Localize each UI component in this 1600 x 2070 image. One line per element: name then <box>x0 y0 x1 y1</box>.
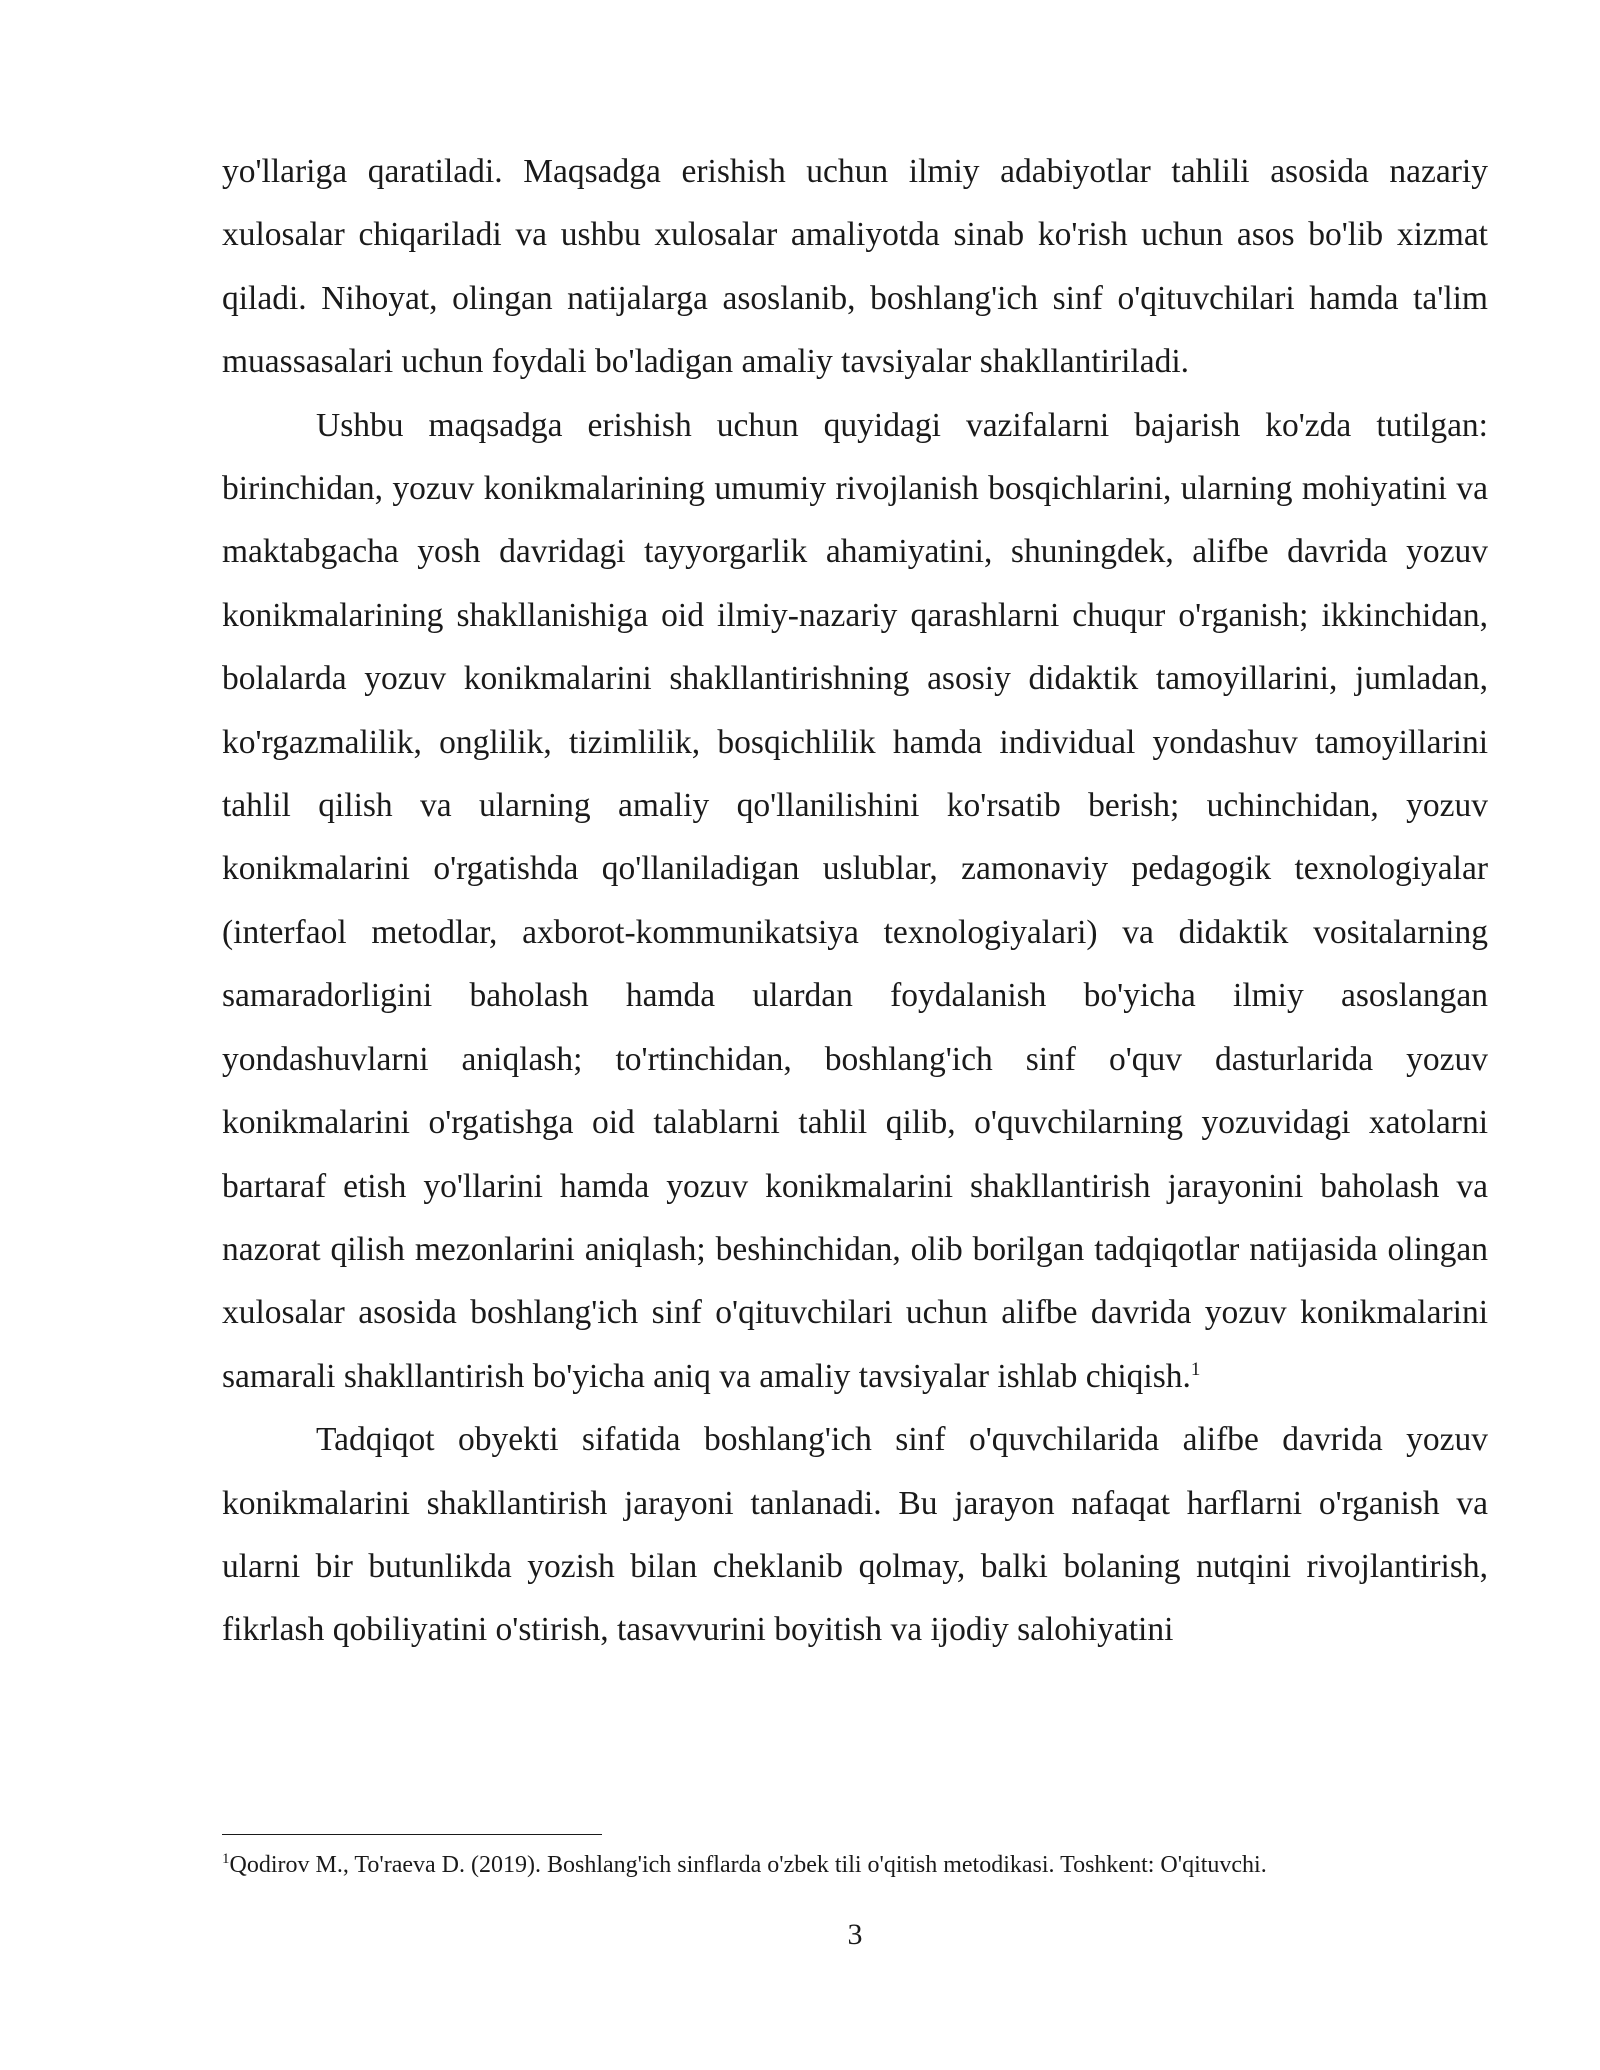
footnote-number: 1 <box>222 1851 230 1867</box>
paragraph-tasks-text: Ushbu maqsadga erishish uchun quyidagi vazifalarni bajarish ko'zda tutilgan: birinchidan, yozuv konikmalarining umumiy rivojlanish bosqichlarini, ularning mohiyatini va maktabgacha yosh davridagi tayyorgarlik ahamiyatini, shuningdek, alifbe davrida yozuv konikmalarining shakllanishiga oid ilmiy-nazariy qarashlarni chuqur o'rganish; ikkinchidan, bolalarda yozuv konikmalarini shakllantirishning asosiy didaktik tamoyillarini, jumladan, ko'rgazmalilik, onglilik, tizimlilik, bosqichlilik hamda individual yondashuv tamoyillarini tahlil qilish va ularning amaliy qo'llanilishini ko'rsatib berish; uchinchidan, yozuv konikmalarini o'rgatishda qo'llaniladigan uslublar, zamonaviy pedagogik texnologiyalar (interfaol metodlar, axborot-kommunikatsiya texnologiyalari) va didaktik vositalarning samaradorligini baholash hamda ulardan foydalanish bo'yicha ilmiy asoslangan yondashuvlarni aniqlash; to'rtinchidan, boshlang'ich sinf o'quv dasturlarida yozuv konikmalarini o'rgatishga oid talablarni tahlil qilib, o'quvchilarning yozuvidagi xatolarni bartaraf etish yo'llarini hamda yozuv konikmalarini shakllantirish jarayonini baholash va nazorat qilish mezonlarini aniqlash; beshinchidan, olib borilgan tadqiqotlar natijasida olingan xulosalar asosida boshlang'ich sinf o'qituvchilari uchun alifbe davrida yozuv konikmalarini samarali shakllantirish bo'yicha aniq va amaliy tavsiyalar ishlab chiqish. <box>222 406 1488 1395</box>
footnote-separator <box>222 1834 602 1835</box>
paragraph-tasks <box>222 394 1488 1409</box>
body-text <box>222 140 1488 1662</box>
page-number: 3 <box>847 1918 863 1951</box>
paragraph-continuation: yo'llariga qaratiladi. Maqsadga erishish uchun ilmiy adabiyotlar tahlili asosida nazariy xulosalar chiqariladi va ushbu xulosalar amaliyotda sinab ko'rish uchun asos bo'lib xizmat qiladi. Nihoyat, olingan natijalarga asoslanib, boshlang'ich sinf o'qituvchilari hamda ta'lim muassasalari uchun foydali bo'ladigan amaliy tavsiyalar shakllantiriladi. <box>222 153 1488 381</box>
paragraph-research-object: Tadqiqot obyekti sifatida boshlang'ich sinf o'quvchilarida alifbe davrida yozuv konikmalarini shakllantirish jarayoni tanlanadi. Bu jarayon nafaqat harflarni o'rganish va ularni bir butunlikda yozish bilan cheklanib qolmay, balki bolaning nutqini rivojlantirish, fikrlash qobiliyatini o'stirish, tasavvurini boyitish va ijodiy salohiyatini <box>222 1421 1488 1649</box>
footnote-text: Qodirov M., To'raeva D. (2019). Boshlang'ich sinflarda o'zbek tili o'qitish metodikasi. Toshkent: O'qituvchi. <box>229 1852 1267 1878</box>
footnote <box>222 1848 1488 1882</box>
footnote-reference[interactable]: 1 <box>1190 1358 1201 1380</box>
